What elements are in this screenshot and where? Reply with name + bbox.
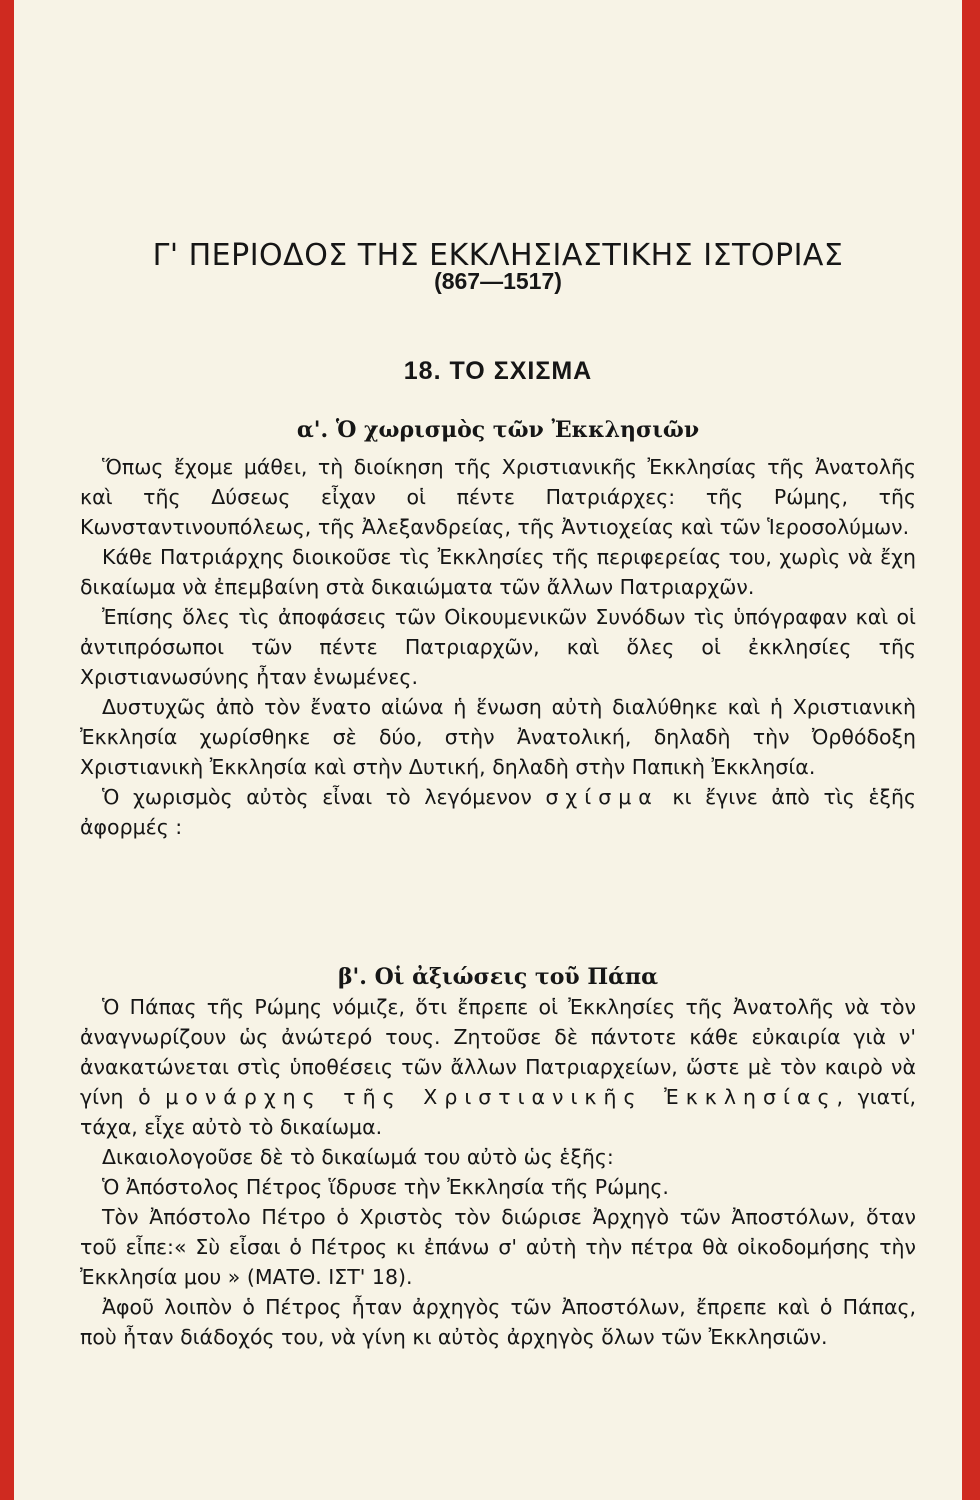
paragraph: Τὸν Ἀπόστολο Πέτρο ὁ Χριστὸς τὸν διώρισε Ἀρχηγὸ τῶν Ἀποστόλων, ὅταν τοῦ εἶπε:« Σὺ εἶσαι ὁ Πέτρος κι ἐπάνω σ' αὐτὴ τὴν πέτρα θὰ οἰκοδομήσης τὴν Ἐκκλησία μου » (ΜΑΤΘ. ΙΣΤ' 18). xyxy=(80,1205,916,1289)
period-years: (867—1517) xyxy=(434,268,562,294)
paragraph: Κάθε Πατριάρχης διοικοῦσε τὶς Ἐκκλησίες τῆς περιφερείας του, χωρὶς νὰ ἔχη δικαίωμα νὰ ἐπεμβαίνη στὰ δικαιώματα τῶν ἄλλων Πατριαρχῶν. xyxy=(80,545,916,599)
paragraph: Ἀφοῦ λοιπὸν ὁ Πέτρος ἦταν ἀρχηγὸς τῶν Ἀποστόλων, ἔπρεπε καὶ ὁ Πάπας, ποὺ ἦταν διάδοχός του, νὰ γίνη κι αὐτὸς ἀρχηγὸς ὅλων τῶν Ἐκκλησιῶν. xyxy=(80,1295,916,1349)
subsection-a-text xyxy=(80,452,916,842)
paragraph-text: , γιατί, τάχα, εἶχε αὐτὸ τὸ δικαίωμα. xyxy=(80,1085,916,1139)
subsection-b-title: β'. Οἱ ἀξιώσεις τοῦ Πάπα xyxy=(337,964,659,990)
paragraph: Ὁ Ἀπόστολος Πέτρος ἵδρυσε τὴν Ἐκκλησία τῆς Ρώμης. xyxy=(102,1175,669,1199)
subsection-b-text xyxy=(80,992,916,1352)
emphasized-term: σχίσμα xyxy=(545,785,659,809)
paragraph-text: Ὁ χωρισμὸς αὐτὸς εἶναι τὸ λεγόμενον xyxy=(102,785,546,809)
paragraph: Δικαιολογοῦσε δὲ τὸ δικαίωμά του αὐτὸ ὡς ἑξῆς: xyxy=(102,1145,614,1169)
book-page xyxy=(14,0,962,1500)
paragraph xyxy=(80,992,916,1142)
paragraph-text: Ὁ Πάπας τῆς Ρώμης νόμιζε, ὅτι ἔπρεπε οἱ Ἐκκλησίες τῆς Ἀνατολῆς νὰ τὸν ἀναγνωρίζουν ὡς ἀνώτερό τους. Ζητοῦσε δὲ πάντοτε κάθε εὐκαιρία γιὰ ν' ἀνακατώνεται στὶς ὑποθέσεις τῶν ἄλλων Πατριαρχείων, ὥστε μὲ τὸν καιρὸ νὰ γίνη ὁ xyxy=(80,995,916,1109)
paragraph xyxy=(80,782,916,842)
chapter-title: Γ' ΠΕΡΙΟΔΟΣ ΤΗΣ ΕΚΚΛΗΣΙΑΣΤΙΚΗΣ ΙΣΤΟΡΙΑΣ xyxy=(152,238,844,274)
paragraph: Ἐπίσης ὅλες τὶς ἀποφάσεις τῶν Οἰκουμενικῶν Συνόδων τὶς ὑπόγραφαν καὶ οἱ ἀντιπρόσωποι τῶν πέντε Πατριαρχῶν, καὶ ὅλες οἱ ἐκκλησίες τῆς Χριστιανωσύνης ἦταν ἑνωμένες. xyxy=(80,605,916,689)
section-title: 18. ΤΟ ΣΧΙΣΜΑ xyxy=(403,356,593,385)
emphasized-term: μονάρχης τῆς Χριστιανικῆς Ἐκκλησίας xyxy=(165,1085,837,1109)
subsection-a-title: α'. Ὁ χωρισμὸς τῶν Ἐκκλησιῶν xyxy=(296,417,700,443)
paragraph: Δυστυχῶς ἀπὸ τὸν ἔνατο αἰώνα ἡ ἕνωση αὐτὴ διαλύθηκε καὶ ἡ Χριστιανικὴ Ἐκκλησία χωρίσθηκε σὲ δύο, στὴν Ἀνατολική, δηλαδὴ τὴν Ὀρθόδοξη Χριστιανικὴ Ἐκκλησία καὶ στὴν Δυτική, δηλαδὴ στὴν Παπικὴ Ἐκκλησία. xyxy=(80,695,916,779)
paragraph: Ὅπως ἔχομε μάθει, τὴ διοίκηση τῆς Χριστιανικῆς Ἐκκλησίας τῆς Ἀνατολῆς καὶ τῆς Δύσεως εἶχαν οἱ πέντε Πατριάρχες: τῆς Ρώμης, τῆς Κωνσταντινουπόλεως, τῆς Ἀλεξανδρείας, τῆς Ἀντιοχείας καὶ τῶν Ἱεροσολύμων. xyxy=(80,455,916,539)
paragraph-text: κι ἔγινε ἀπὸ τὶς ἑξῆς ἀφορμές : xyxy=(80,785,916,839)
